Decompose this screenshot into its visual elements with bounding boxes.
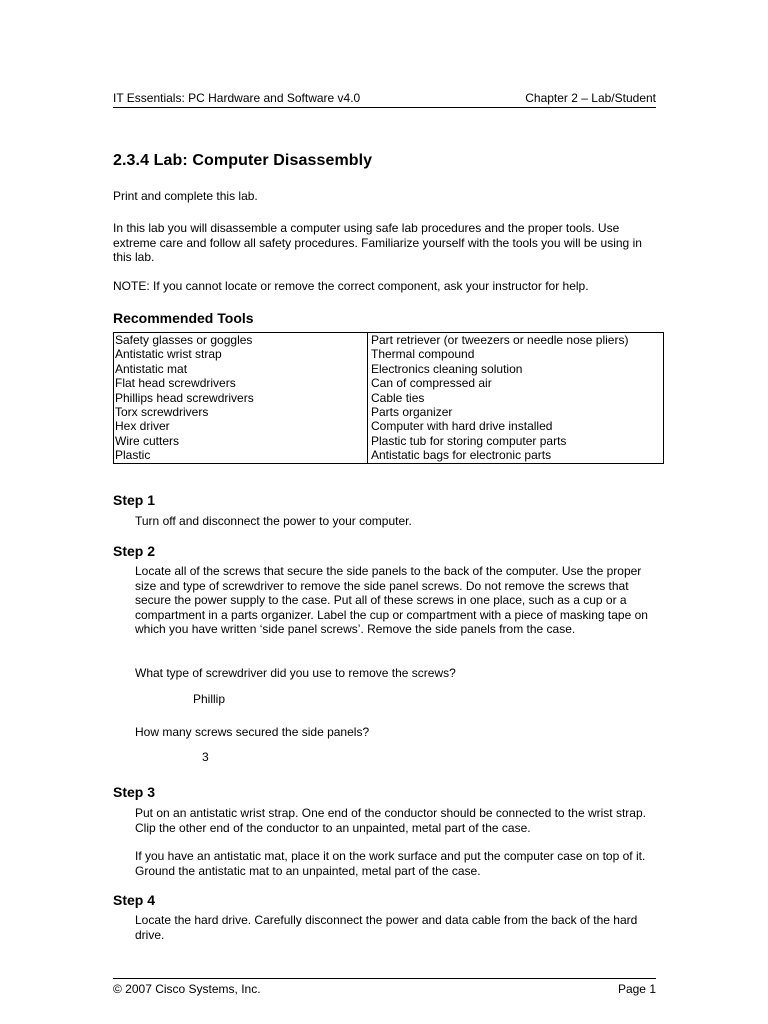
- tool-item: Antistatic bags for electronic parts: [371, 448, 552, 463]
- tool-item: Parts organizer: [371, 405, 453, 420]
- tools-table: [113, 332, 664, 464]
- tool-item: Part retriever (or tweezers or needle nose pliers): [371, 333, 629, 347]
- page-header: [113, 91, 656, 108]
- tool-item: Wire cutters: [115, 433, 180, 448]
- document-page: [113, 0, 656, 1024]
- intro-note: NOTE: If you cannot locate or remove the correct component, ask your instructor for help.: [113, 279, 589, 293]
- step-3-text-1: Put on an antistatic wrist strap. One end of the conductor should be connected to the wrist strap. Clip the other end of the conductor to an unpainted, metal part of the case.: [135, 806, 646, 835]
- tool-item: Antistatic wrist strap: [115, 347, 222, 362]
- tool-item: Phillips head screwdrivers: [115, 390, 254, 405]
- tools-right-column: [368, 333, 664, 464]
- tool-item: Thermal compound: [371, 347, 475, 362]
- step-2-question-1: What type of screwdriver did you use to remove the screws?: [135, 666, 456, 680]
- tool-item: Cable ties: [371, 390, 425, 405]
- step-4-text: Locate the hard drive. Carefully disconnect the power and data cable from the back of the hard drive.: [135, 913, 638, 942]
- step-4-heading: Step 4: [113, 892, 156, 908]
- intro-paragraph-2: In this lab you will disassemble a computer using safe lab procedures and the proper tools. Use extreme care and follow all safety procedures. Familiarize yourself with the tools you will be using in this lab.: [113, 221, 642, 264]
- step-1-heading: Step 1: [113, 492, 156, 508]
- step-2-answer-2: 3: [202, 750, 209, 764]
- tool-item: Antistatic mat: [115, 361, 188, 376]
- tool-item: Computer with hard drive installed: [371, 419, 553, 434]
- tool-item: Flat head screwdrivers: [115, 376, 236, 391]
- step-2-question-2: How many screws secured the side panels?: [135, 725, 370, 739]
- step-2-answer-1: Phillip: [193, 692, 226, 706]
- tool-item: Hex driver: [115, 419, 170, 434]
- header-chapter-label: Chapter 2 – Lab/Student: [525, 91, 656, 105]
- tool-item: Torx screwdrivers: [115, 405, 209, 420]
- tools-left-column: [114, 333, 368, 464]
- tool-item: Plastic tub for storing computer parts: [371, 433, 567, 448]
- tool-item: Electronics cleaning solution: [371, 361, 523, 376]
- tool-item: Can of compressed air: [371, 376, 492, 391]
- footer-copyright: © 2007 Cisco Systems, Inc.: [113, 982, 261, 996]
- step-3-heading: Step 3: [113, 784, 156, 800]
- footer-page-number: Page 1: [617, 982, 656, 996]
- tool-item: Safety glasses or goggles: [115, 333, 253, 347]
- step-3-text-2: If you have an antistatic mat, place it on the work surface and put the computer case on top of it. Ground the antistatic mat to an unpainted, metal part of the case.: [135, 849, 646, 878]
- page-footer: [113, 978, 656, 997]
- tool-item: Plastic: [115, 448, 151, 463]
- step-2-text: Locate all of the screws that secure the side panels to the back of the computer. Use the proper size and type of screwdriver to remove the side panel screws. Do not remove the screws that secure the power supply to the case. Put all of these screws in one place, such as a cup or a compartment in a parts organizer. Label the cup or compartment with a piece of masking tape on which you have written ‘side panel screws’. Remove the side panels from the case.: [135, 564, 648, 636]
- step-2-heading: Step 2: [113, 543, 156, 559]
- step-1-text: Turn off and disconnect the power to your computer.: [135, 514, 412, 528]
- intro-paragraph-1: Print and complete this lab.: [113, 189, 258, 203]
- lab-title: 2.3.4 Lab: Computer Disassembly: [113, 152, 373, 169]
- header-course-title: IT Essentials: PC Hardware and Software v4.0: [113, 91, 361, 105]
- recommended-tools-heading: Recommended Tools: [113, 310, 254, 326]
